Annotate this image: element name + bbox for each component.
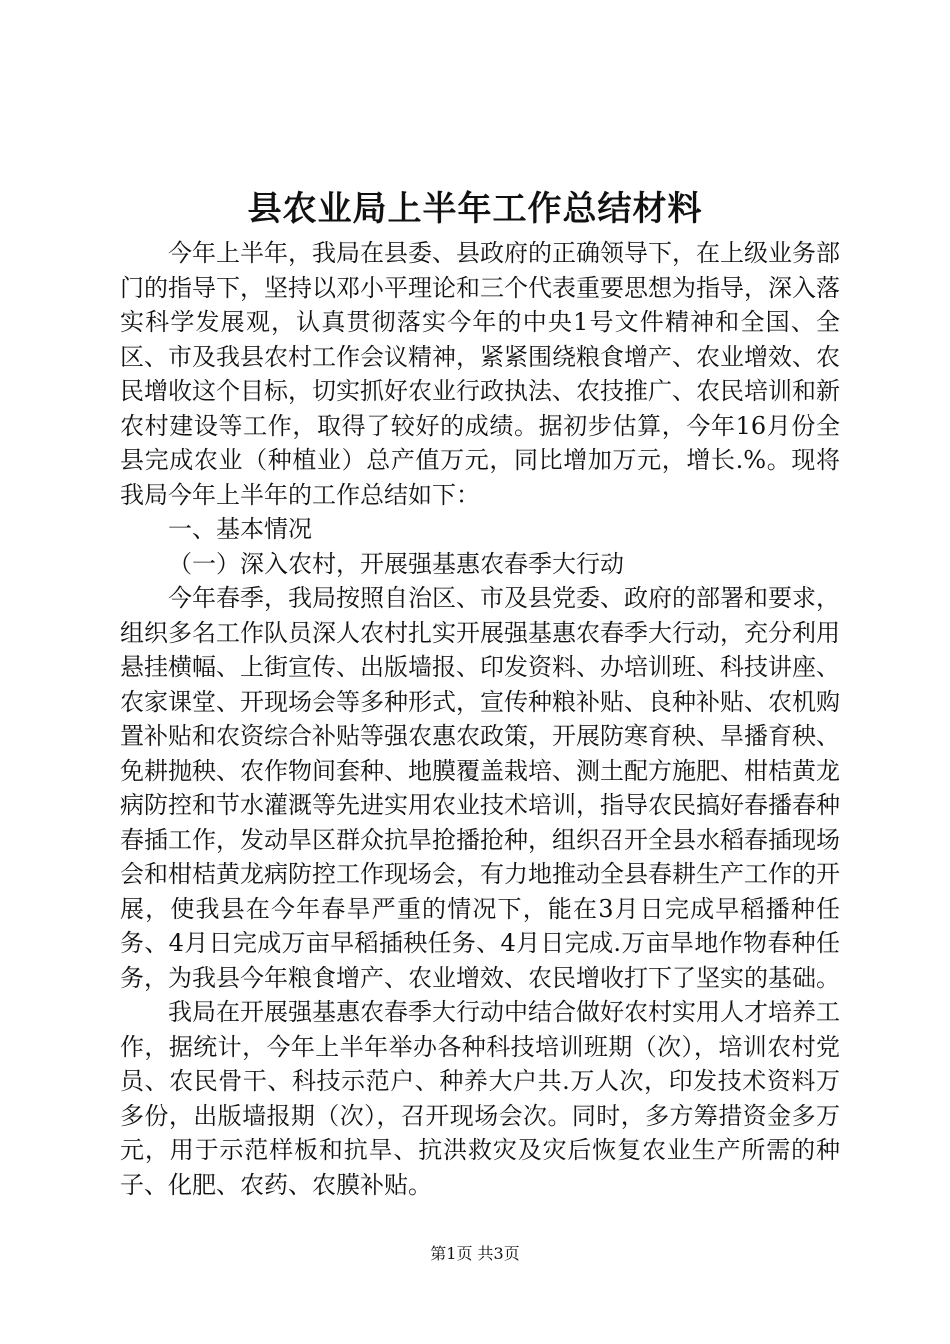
- paragraph-training: 我局在开展强基惠农春季大行动中结合做好农村实用人才培养工作，据统计，今年上半年举办各种科技培训班期（次），培训农村党员、农民骨干、科技示范户、种养大户共.万人次，印发技术资料万多份，出版墙报期（次），召开现场会次。同时，多方筹措资金多万元，用于示范样板和抗旱、抗洪救灾及灾后恢复农业生产所需的种子、化肥、农药、农膜补贴。: [120, 998, 840, 1199]
- paragraph-spring-action: 今年春季，我局按照自治区、市及县党委、政府的部署和要求，组织多名工作队员深人农村扎实开展强基惠农春季大行动，充分利用悬挂横幅、上街宣传、出版墙报、印发资料、办培训班、科技讲座、农家课堂、开现场会等多种形式，宣传种粮补贴、良种补贴、农机购置补贴和农资综合补贴等强农惠农政策，开展防寒育秧、旱播育秧、免耕抛秧、农作物间套种、地膜覆盖栽培、测土配方施肥、柑桔黄龙病防控和节水灌溉等先进实用农业技术培训，指导农民搞好春播春种春插工作，发动旱区群众抗旱抢播抢种，组织召开全县水稻春插现场会和柑桔黄龙病防控工作现场会，有力地推动全县春耕生产工作的开展，使我县在今年春旱严重的情况下，能在3月日完成早稻播种任务、4月日完成万亩早稻插秧任务、4月日完成.万亩旱地作物春种任务，为我县今年粮食增产、农业增效、农民增收打下了坚实的基础。: [120, 584, 840, 992]
- section-heading-basic: 一、基本情况: [168, 515, 312, 543]
- document-body: [120, 236, 840, 1202]
- page-footer: 第1页 共3页: [430, 1244, 520, 1263]
- document-title: 县农业局上半年工作总结材料: [247, 189, 703, 229]
- subsection-heading-1: （一）深入农村，开展强基惠农春季大行动: [168, 549, 624, 578]
- paragraph-intro: 今年上半年，我局在县委、县政府的正确领导下，在上级业务部门的指导下，坚持以邓小平理论和三个代表重要思想为指导，深入落实科学发展观，认真贯彻落实今年的中央1号文件精神和全国、全区、市及我县农村工作会议精神，紧紧围绕粮食增产、农业增效、农民增收这个目标，切实抓好农业行政执法、农技推广、农民培训和新农村建设等工作，取得了较好的成绩。据初步估算，今年16月份全县完成农业（种植业）总产值万元，同比增加万元，增长.%。现将我局今年上半年的工作总结如下：: [120, 239, 840, 509]
